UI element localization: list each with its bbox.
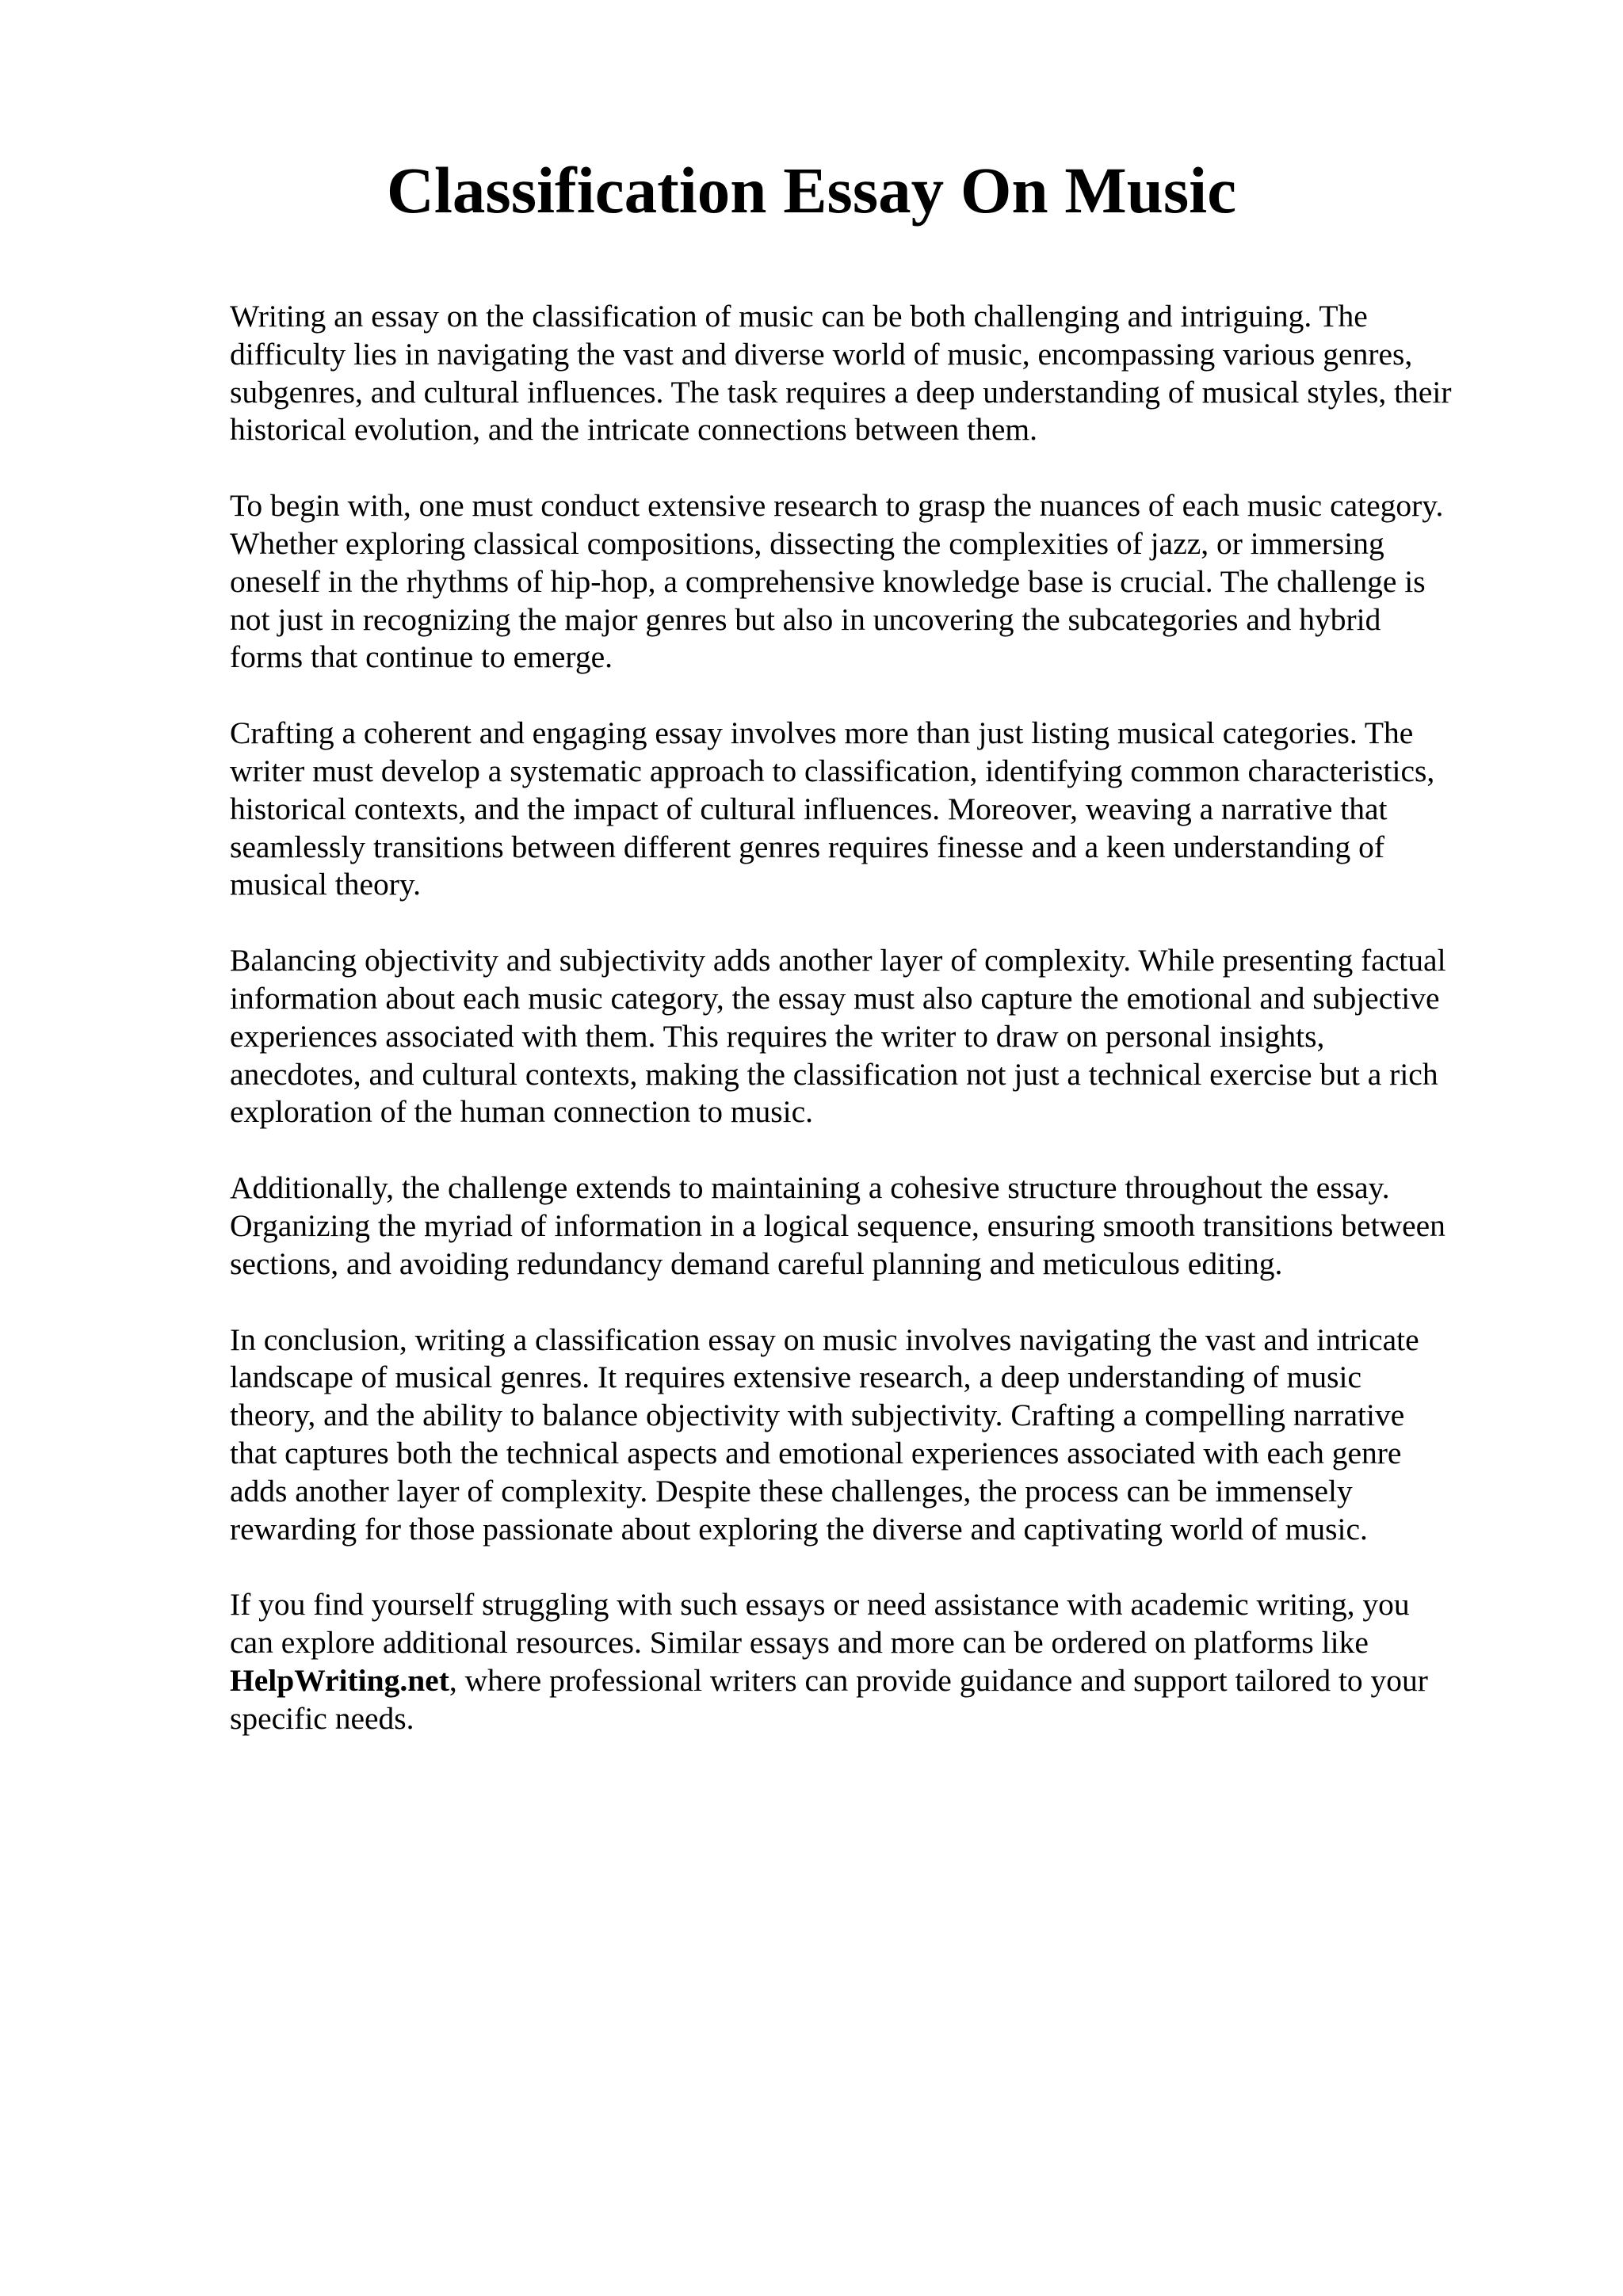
text-line: difficulty lies in navigating the vast and diverse world of music, encompassing various genres, [230,336,1413,372]
text-line: Crafting a coherent and engaging essay involves more than just listing musical categories. The [230,715,1414,751]
text-line: historical contexts, and the impact of cultural influences. Moreover, weaving a narrative that [230,791,1388,826]
text-line: oneself in the rhythms of hip-hop, a comprehensive knowledge base is crucial. The challenge is [230,563,1426,599]
paragraph-6 [230,1322,1514,1549]
text-line: exploration of the human connection to music. [230,1094,814,1130]
text-line: information about each music category, the essay must also capture the emotional and subjective [230,980,1440,1016]
paragraph-4 [230,942,1514,1131]
text-line: that captures both the technical aspects and emotional experiences associated with each genre [230,1435,1402,1470]
text-line: anecdotes, and cultural contexts, making the classification not just a technical exercise but a rich [230,1056,1438,1092]
text-line: If you find yourself struggling with such essays or need assistance with academic writing, you [230,1587,1410,1623]
text-line: landscape of musical genres. It requires extensive research, a deep understanding of music [230,1360,1362,1395]
closing-line-rest: , where professional writers can provide guidance and support tailored to your [449,1662,1428,1698]
paragraph-1 [230,298,1514,449]
paragraph-5 [230,1169,1514,1283]
text-line: experiences associated with them. This requires the writer to draw on personal insights, [230,1018,1325,1054]
text-line: Balancing objectivity and subjectivity adds another layer of complexity. While presenting factual [230,943,1446,978]
closing-paragraph [230,1586,1514,1737]
paragraph-2 [230,487,1514,677]
helpwriting-link[interactable]: HelpWriting.net [230,1662,449,1698]
text-line: Whether exploring classical compositions, dissecting the complexities of jazz, or immersing [230,525,1384,561]
text-line: In conclusion, writing a classification essay on music involves navigating the vast and intricate [230,1322,1419,1357]
text-line: To begin with, one must conduct extensive research to grasp the nuances of each music category. [230,488,1444,524]
text-line: forms that continue to emerge. [230,639,613,675]
text-line [230,1662,1514,1700]
text-line: subgenres, and cultural influences. The task requires a deep understanding of musical styles, their [230,374,1452,410]
text-line: historical evolution, and the intricate connections between them. [230,412,1037,448]
text-line: specific needs. [230,1700,414,1736]
text-line: theory, and the ability to balance objectivity with subjectivity. Crafting a compelling narrative [230,1398,1405,1433]
text-line: adds another layer of complexity. Despite these challenges, the process can be immensely [230,1473,1353,1508]
text-line: not just in recognizing the major genres but also in uncovering the subcategories and hybrid [230,601,1381,637]
text-line: sections, and avoiding redundancy demand careful planning and meticulous editing. [230,1245,1283,1281]
text-line: Writing an essay on the classification of music can be both challenging and intriguing. The [230,299,1368,334]
text-line: writer must develop a systematic approach to classification, identifying common characteristics, [230,753,1435,788]
essay-body [230,298,1514,1776]
text-line: Organizing the myriad of information in a logical sequence, ensuring smooth transitions between [230,1207,1445,1243]
text-line: seamlessly transitions between different genres requires finesse and a keen understanding of [230,829,1385,864]
page-title: Classification Essay On Music [386,154,1237,227]
text-line: Additionally, the challenge extends to maintaining a cohesive structure throughout the essay. [230,1170,1390,1206]
paragraph-3 [230,715,1514,904]
text-line: rewarding for those passionate about exploring the diverse and captivating world of music. [230,1511,1368,1547]
text-line: musical theory. [230,867,421,902]
text-line: can explore additional resources. Similar essays and more can be ordered on platforms like [230,1625,1369,1661]
